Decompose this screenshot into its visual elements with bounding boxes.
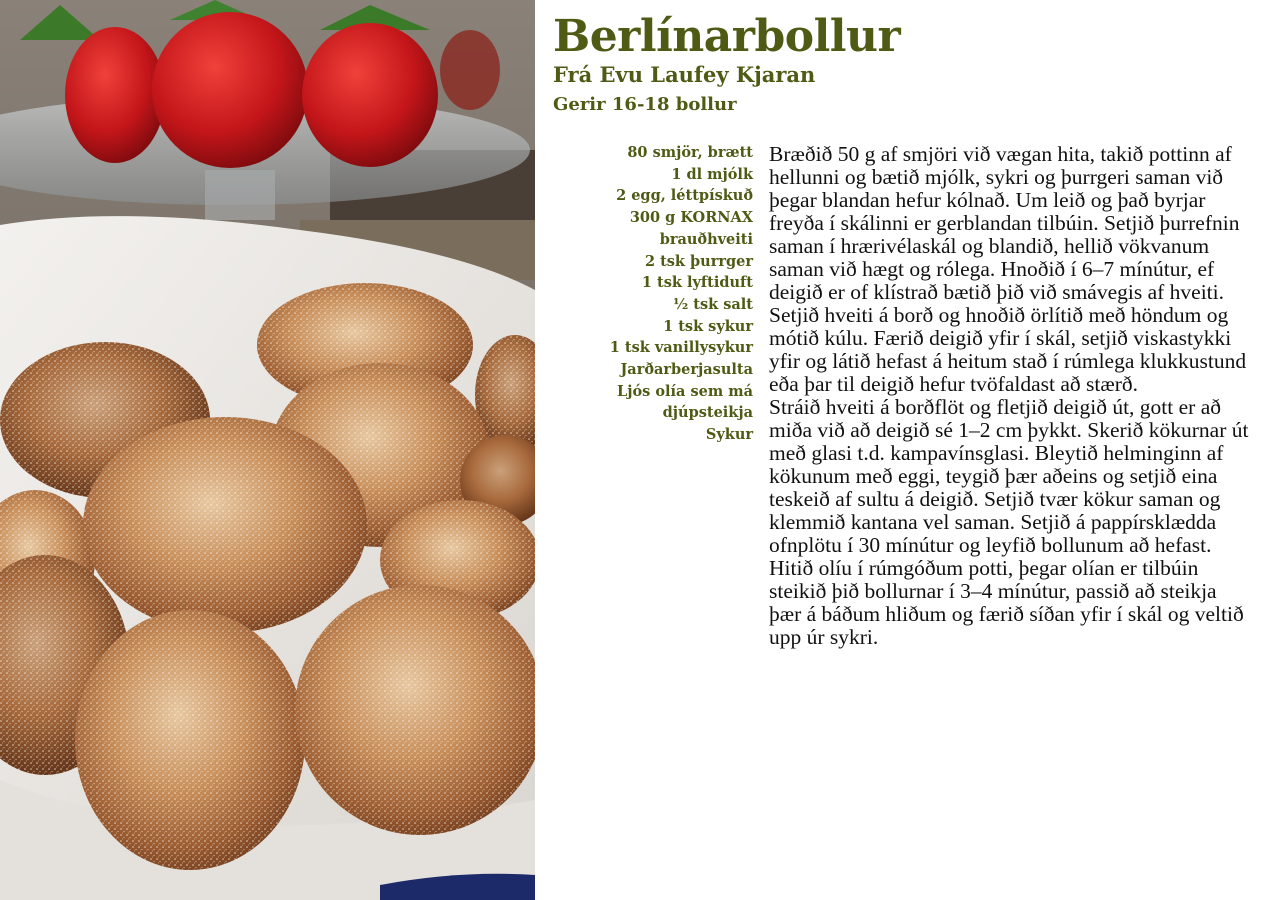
ingredient-item: 1 tsk vanillysykur xyxy=(609,339,753,357)
ingredient-item: Sykur xyxy=(705,426,753,444)
method-paragraph: Bræðið 50 g af smjöri við vægan hita, takið pottinn af hellunni og bætið mjólk, sykri og þurrgeri saman við þegar blandan hefur kólnað. Um leið og það byrjar freyða í skálinni er gerblandan tilbúin. Setjið þurrefnin saman í hrærivélaskál og blandið, hellið vökvanum saman við hægt og rólega. Hnoðið í 6–7 mínútur, ef deigið er of klístrað bætið þið við smávegis af hveiti. Setjið hveiti á borð og hnoðið örlítið með höndum og mótið kúlu. Færið deigið yfir í skál, setjið viskastykki yfir og látið hefast á heitum stað í rúmlega klukkustund eða þar til deigið hefur tvöfaldast að stærð. xyxy=(769,142,1247,396)
method-paragraph: Stráið hveiti á borðflöt og fletjið deigið út, gott er að miða við að deigið sé 1–2 cm þykkt. Skerið kökurnar út með glasi t.d. kampavínsglasi. Bleytið helminginn af kökunum með eggi, teygið þær aðeins og setjið eina teskeið af sultu á deigið. Setjið tvær kökur saman og klemmið kantana vel saman. Setjið á pappírsklædda ofnplötu í 30 mínútur og leyfið bollunum að hefast. Hitið olíu í rúmgóðum potti, þegar olían er tilbúin steikið þið bollurnar í 3–4 mínútur, passið að steikja þær á báðum hliðum og færið síðan yfir í skál og veltið upp úr sykri. xyxy=(769,395,1249,649)
ingredient-item: ½ tsk salt xyxy=(673,295,753,313)
recipe-photo xyxy=(0,0,535,900)
ingredient-item: 1 tsk lyftiduft xyxy=(641,274,753,292)
recipe-yield: Gerir 16-18 bollur xyxy=(553,94,737,115)
ingredient-item: 1 tsk sykur xyxy=(663,317,753,335)
recipe-author: Frá Evu Laufey Kjaran xyxy=(553,62,816,87)
ingredient-item: 300 g KORNAX brauðhveiti xyxy=(629,209,753,248)
recipe-method xyxy=(769,143,1251,649)
ingredient-list xyxy=(560,142,753,446)
ingredient-item: 2 egg, léttpískuð xyxy=(616,187,753,205)
ingredient-item: 1 dl mjólk xyxy=(671,165,753,183)
ingredient-item: 80 smjör, brætt xyxy=(627,144,753,161)
ingredient-item: Jarðarberjasulta xyxy=(620,361,753,379)
ingredient-item: Ljós olía sem má djúpsteikja xyxy=(617,382,753,422)
ingredient-item: 2 tsk þurrger xyxy=(644,252,753,270)
recipe-title: Berlínarbollur xyxy=(553,11,901,62)
